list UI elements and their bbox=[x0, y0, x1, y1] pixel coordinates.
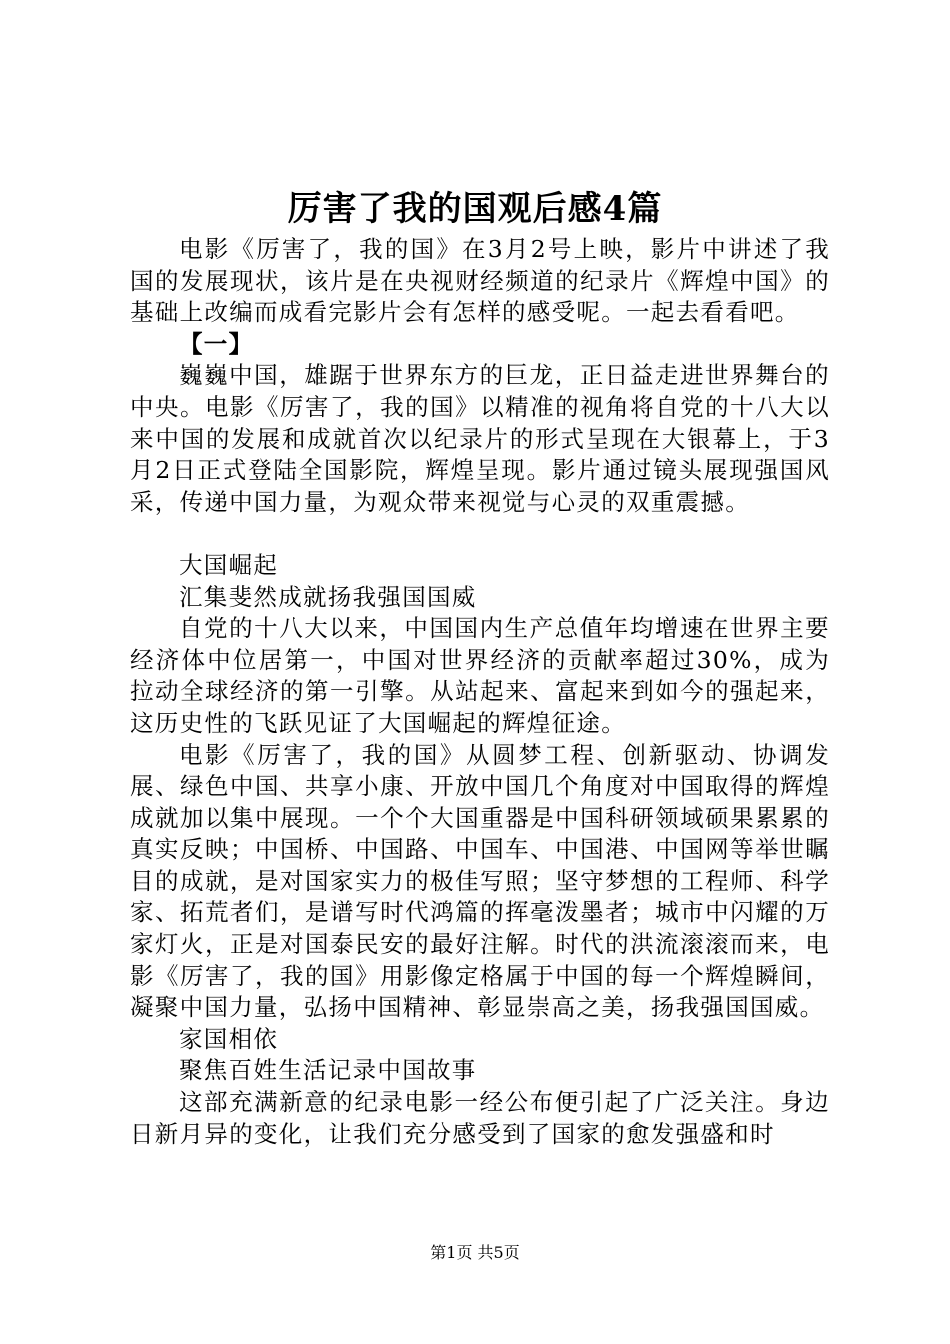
body-paragraph: 巍巍中国，雄踞于世界东方的巨龙，正日益走进世界舞台的中央。电影《厉害了，我的国》以精准的视角将自党的十八大以来中国的发展和成就首次以纪录片的形式呈现在大银幕上，于3月2日正式登陆全国影院，辉煌呈现。影片通过镜头展现强国风采，传递中国力量，为观众带来视觉与心灵的双重震撼。 bbox=[130, 361, 830, 516]
section-label: 【一】 bbox=[179, 329, 254, 358]
document-body bbox=[130, 234, 830, 1150]
subheading-people-life: 聚焦百姓生活记录中国故事 bbox=[179, 1056, 477, 1085]
blank-line bbox=[130, 518, 830, 550]
document-title: 厉害了我的国观后感4篇 bbox=[287, 189, 663, 229]
body-paragraph: 这部充满新意的纪录电影一经公布便引起了广泛关注。身边日新月异的变化，让我们充分感受到了国家的愈发强盛和时 bbox=[130, 1088, 830, 1148]
intro-paragraph: 电影《厉害了，我的国》在3月2号上映，影片中讲述了我国的发展现状，该片是在央视财经频道的纪录片《辉煌中国》的基础上改编而成看完影片会有怎样的感受呢。一起去看看吧。 bbox=[130, 235, 830, 327]
body-paragraph: 电影《厉害了，我的国》从圆梦工程、创新驱动、协调发展、绿色中国、共享小康、开放中国几个角度对中国取得的辉煌成就加以集中展现。一个个大国重器是中国科研领域硕果累累的真实反映；中国桥、中国路、中国车、中国港、中国网等举世瞩目的成就，是对国家实力的极佳写照；坚守梦想的工程师、科学家、拓荒者们，是谱写时代鸿篇的挥毫泼墨者；城市中闪耀的万家灯火，正是对国泰民安的最好注解。时代的洪流滚滚而来，电影《厉害了，我的国》用影像定格属于中国的每一个辉煌瞬间，凝聚中国力量，弘扬中国精神、彰显崇高之美，扬我强国国威。 bbox=[130, 740, 830, 1022]
page-footer: 第1页 共5页 bbox=[430, 1243, 520, 1262]
body-paragraph: 自党的十八大以来，中国国内生产总值年均增速在世界主要经济体中位居第一，中国对世界经济的贡献率超过30%，成为拉动全球经济的第一引擎。从站起来、富起来到如今的强起来，这历史性的飞跃见证了大国崛起的辉煌征途。 bbox=[130, 614, 830, 737]
subheading-major-power-rise: 大国崛起 bbox=[179, 550, 279, 579]
subheading-family-nation: 家国相依 bbox=[179, 1024, 279, 1053]
subheading-achievements: 汇集斐然成就扬我强国国威 bbox=[179, 582, 477, 611]
